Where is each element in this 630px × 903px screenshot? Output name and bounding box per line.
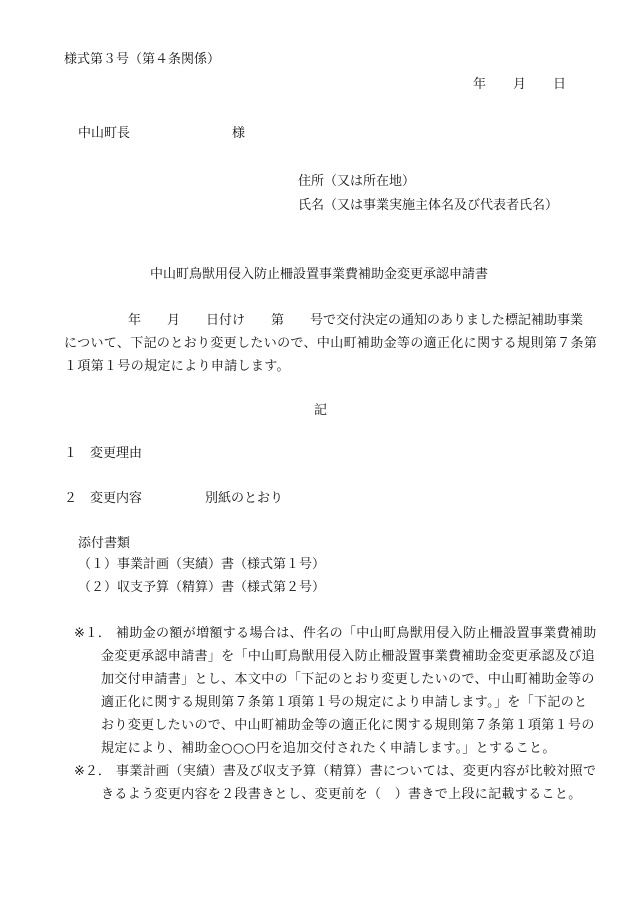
- note-line: 加交付申請書」とし、本文中の「下記のとおり変更したいので、中山町補助金等の: [101, 672, 595, 687]
- ki-heading: 記: [314, 403, 328, 418]
- body-dated-label: 日付け: [206, 313, 246, 328]
- body-year-label: 年: [128, 313, 142, 328]
- date-day-label: 日: [553, 77, 567, 92]
- attachment-item: （１）事業計画（実績）書（様式第１号）: [78, 557, 326, 572]
- body-line-2: について、下記のとおり変更したいので、中山町補助金等の適正化に関する規則第７条第: [64, 336, 598, 351]
- body-line-3: １項第１号の規定により申請します。: [64, 359, 290, 374]
- form-number: 様式第３号（第４条関係）: [64, 52, 221, 67]
- body-month-label: 月: [167, 313, 181, 328]
- note-line: きるよう変更内容を２段書きとし、変更前を（ ）書きで上段に記載すること。: [101, 787, 582, 802]
- note-line: 適正化に関する規則第７条第１項第１号の規定により申請します。」を「下記のと: [101, 695, 588, 710]
- note-mark: ※２．: [74, 764, 111, 779]
- item-value: 別紙のとおり: [205, 491, 284, 506]
- note-line: おり変更したいので、中山町補助金等の適正化に関する規則第７条第１項第１号の: [101, 718, 595, 733]
- note-line: 事業計画（実績）書及び収支予算（精算）書については、変更内容が比較対照で: [116, 764, 597, 779]
- note-mark: ※１．: [74, 626, 111, 641]
- body-line1-rest: 号で交付決定の通知のありました標記補助事業: [310, 313, 584, 328]
- document-title: 中山町鳥獣用侵入防止柵設置事業費補助金変更承認申請書: [150, 267, 489, 282]
- note-line: 補助金の額が増額する場合は、件名の「中山町鳥獣用侵入防止柵設置事業費補助: [116, 626, 597, 641]
- note-line: 規定により、補助金○○○円を追加交付されたく申請します。」とすること。: [101, 741, 556, 756]
- body-number-prefix: 第: [271, 313, 285, 328]
- item-number: ２: [64, 491, 78, 506]
- date-year-label: 年: [473, 77, 487, 92]
- applicant-name-label: 氏名（又は事業実施主体名及び代表者氏名）: [298, 198, 559, 213]
- note-line: 金変更承認申請書」を「中山町鳥獣用侵入防止柵設置事業費補助金変更承認及び追: [101, 649, 595, 664]
- item-label: 変更理由: [90, 446, 143, 461]
- attachment-item: （２）収支予算（精算）書（様式第２号）: [78, 580, 326, 595]
- addressee-honorific: 様: [232, 126, 246, 141]
- item-number: １: [64, 446, 78, 461]
- applicant-address-label: 住所（又は所在地）: [298, 174, 416, 189]
- date-month-label: 月: [513, 77, 527, 92]
- attachments-heading: 添付書類: [78, 536, 131, 551]
- addressee-title: 中山町長: [78, 126, 131, 141]
- item-label: 変更内容: [90, 491, 143, 506]
